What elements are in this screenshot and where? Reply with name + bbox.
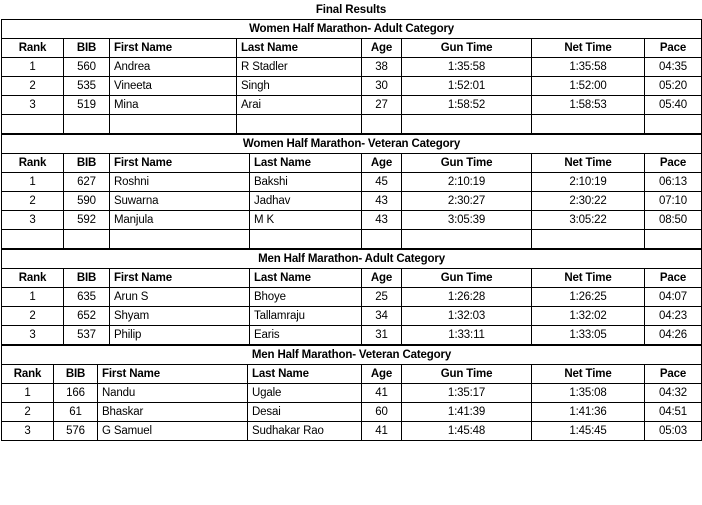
cell-bib: 627 [64,173,110,192]
cell-age: 27 [362,96,402,115]
column-header-first-name: First Name [98,365,248,384]
cell-first-name: Andrea [110,58,237,77]
cell-first-name: Manjula [110,211,250,230]
cell-first-name: Shyam [110,307,250,326]
cell-gun-time: 2:30:27 [402,192,532,211]
cell-rank: 2 [2,307,64,326]
cell-bib: 635 [64,288,110,307]
column-header-age: Age [362,269,402,288]
column-header-row [2,154,702,173]
column-header-net-time: Net Time [532,269,645,288]
cell-age: 31 [362,326,402,345]
table-row [2,211,702,230]
cell-bib: 537 [64,326,110,345]
cell-net-time: 2:30:22 [532,192,645,211]
results-table [1,19,702,134]
column-header-rank: Rank [2,269,64,288]
cell-rank: 2 [2,403,54,422]
cell-pace: 04:35 [645,58,702,77]
cell-pace: 05:03 [645,422,702,441]
column-header-row [2,39,702,58]
cell-first-name: G Samuel [98,422,248,441]
cell-age: 60 [362,403,402,422]
cell-first-name: Roshni [110,173,250,192]
cell-net-time: 1:32:02 [532,307,645,326]
table-row [2,173,702,192]
cell-rank: 1 [2,288,64,307]
cell-rank: 1 [2,173,64,192]
table-row [2,307,702,326]
cell-rank: 3 [2,326,64,345]
empty-row [2,115,702,134]
column-header-pace: Pace [645,39,702,58]
cell-net-time: 2:10:19 [532,173,645,192]
column-header-last-name: Last Name [250,269,362,288]
cell-age: 41 [362,384,402,403]
empty-cell [645,230,702,249]
empty-cell [64,230,110,249]
cell-gun-time: 1:35:58 [402,58,532,77]
cell-gun-time: 3:05:39 [402,211,532,230]
section-title: Men Half Marathon- Adult Category [2,250,702,269]
column-header-net-time: Net Time [532,154,645,173]
cell-net-time: 3:05:22 [532,211,645,230]
cell-pace: 05:20 [645,77,702,96]
cell-gun-time: 1:32:03 [402,307,532,326]
cell-gun-time: 1:26:28 [402,288,532,307]
cell-last-name: Jadhav [250,192,362,211]
results-table [1,134,702,249]
cell-net-time: 1:33:05 [532,326,645,345]
cell-gun-time: 1:45:48 [402,422,532,441]
cell-age: 34 [362,307,402,326]
empty-cell [532,230,645,249]
cell-first-name: Vineeta [110,77,237,96]
cell-pace: 04:32 [645,384,702,403]
cell-bib: 519 [64,96,110,115]
cell-bib: 652 [64,307,110,326]
cell-age: 43 [362,192,402,211]
cell-pace: 06:13 [645,173,702,192]
cell-last-name: Arai [237,96,362,115]
cell-net-time: 1:52:00 [532,77,645,96]
table-row [2,384,702,403]
cell-age: 41 [362,422,402,441]
cell-bib: 592 [64,211,110,230]
cell-pace: 04:26 [645,326,702,345]
column-header-rank: Rank [2,154,64,173]
column-header-last-name: Last Name [250,154,362,173]
column-header-bib: BIB [54,365,98,384]
cell-last-name: Ugale [248,384,362,403]
empty-cell [64,115,110,134]
column-header-age: Age [362,154,402,173]
section-title: Women Half Marathon- Veteran Category [2,135,702,154]
cell-gun-time: 1:33:11 [402,326,532,345]
column-header-net-time: Net Time [532,365,645,384]
cell-net-time: 1:35:58 [532,58,645,77]
empty-cell [402,230,532,249]
empty-cell [250,230,362,249]
column-header-net-time: Net Time [532,39,645,58]
cell-last-name: Tallamraju [250,307,362,326]
column-header-bib: BIB [64,154,110,173]
table-row [2,96,702,115]
cell-rank: 3 [2,211,64,230]
cell-last-name: Earis [250,326,362,345]
cell-gun-time: 1:52:01 [402,77,532,96]
section-title: Women Half Marathon- Adult Category [2,20,702,39]
cell-rank: 2 [2,192,64,211]
cell-bib: 560 [64,58,110,77]
empty-row [2,230,702,249]
cell-rank: 2 [2,77,64,96]
column-header-first-name: First Name [110,269,250,288]
table-row [2,326,702,345]
column-header-gun-time: Gun Time [402,269,532,288]
cell-gun-time: 2:10:19 [402,173,532,192]
empty-cell [362,230,402,249]
cell-net-time: 1:45:45 [532,422,645,441]
cell-first-name: Mina [110,96,237,115]
section-title-row [2,346,702,365]
cell-last-name: M K [250,211,362,230]
cell-first-name: Bhaskar [98,403,248,422]
column-header-last-name: Last Name [237,39,362,58]
cell-last-name: Singh [237,77,362,96]
column-header-gun-time: Gun Time [402,39,532,58]
table-row [2,422,702,441]
column-header-age: Age [362,39,402,58]
cell-bib: 576 [54,422,98,441]
cell-rank: 1 [2,58,64,77]
cell-net-time: 1:41:36 [532,403,645,422]
column-header-rank: Rank [2,39,64,58]
cell-bib: 590 [64,192,110,211]
cell-net-time: 1:58:53 [532,96,645,115]
cell-bib: 61 [54,403,98,422]
cell-pace: 04:51 [645,403,702,422]
cell-rank: 3 [2,96,64,115]
cell-rank: 1 [2,384,54,403]
cell-age: 30 [362,77,402,96]
cell-first-name: Arun S [110,288,250,307]
cell-age: 25 [362,288,402,307]
section-title: Men Half Marathon- Veteran Category [2,346,702,365]
cell-gun-time: 1:58:52 [402,96,532,115]
empty-cell [110,115,237,134]
column-header-gun-time: Gun Time [402,154,532,173]
cell-age: 38 [362,58,402,77]
column-header-gun-time: Gun Time [402,365,532,384]
column-header-pace: Pace [645,269,702,288]
table-row [2,77,702,96]
cell-last-name: Desai [248,403,362,422]
cell-bib: 535 [64,77,110,96]
column-header-pace: Pace [645,154,702,173]
cell-first-name: Philip [110,326,250,345]
table-row [2,58,702,77]
empty-cell [362,115,402,134]
results-table [1,345,702,441]
cell-pace: 05:40 [645,96,702,115]
section-title-row [2,250,702,269]
cell-net-time: 1:26:25 [532,288,645,307]
empty-cell [532,115,645,134]
column-header-row [2,365,702,384]
cell-gun-time: 1:41:39 [402,403,532,422]
cell-rank: 3 [2,422,54,441]
empty-cell [645,115,702,134]
cell-age: 43 [362,211,402,230]
cell-last-name: Bakshi [250,173,362,192]
cell-first-name: Suwarna [110,192,250,211]
column-header-rank: Rank [2,365,54,384]
cell-last-name: Bhoye [250,288,362,307]
column-header-first-name: First Name [110,154,250,173]
cell-bib: 166 [54,384,98,403]
empty-cell [402,115,532,134]
cell-last-name: R Stadler [237,58,362,77]
cell-net-time: 1:35:08 [532,384,645,403]
column-header-bib: BIB [64,39,110,58]
cell-pace: 04:23 [645,307,702,326]
column-header-age: Age [362,365,402,384]
empty-cell [2,230,64,249]
table-row [2,403,702,422]
cell-pace: 07:10 [645,192,702,211]
section-title-row [2,135,702,154]
empty-cell [237,115,362,134]
cell-pace: 08:50 [645,211,702,230]
column-header-last-name: Last Name [248,365,362,384]
section-title-row [2,20,702,39]
results-table [1,249,702,345]
table-row [2,192,702,211]
column-header-row [2,269,702,288]
page-title: Final Results [315,4,387,16]
empty-cell [110,230,250,249]
cell-age: 45 [362,173,402,192]
cell-gun-time: 1:35:17 [402,384,532,403]
cell-last-name: Sudhakar Rao [248,422,362,441]
column-header-first-name: First Name [110,39,237,58]
column-header-bib: BIB [64,269,110,288]
results-tables-container [0,19,702,441]
table-row [2,288,702,307]
empty-cell [2,115,64,134]
cell-first-name: Nandu [98,384,248,403]
column-header-pace: Pace [645,365,702,384]
cell-pace: 04:07 [645,288,702,307]
